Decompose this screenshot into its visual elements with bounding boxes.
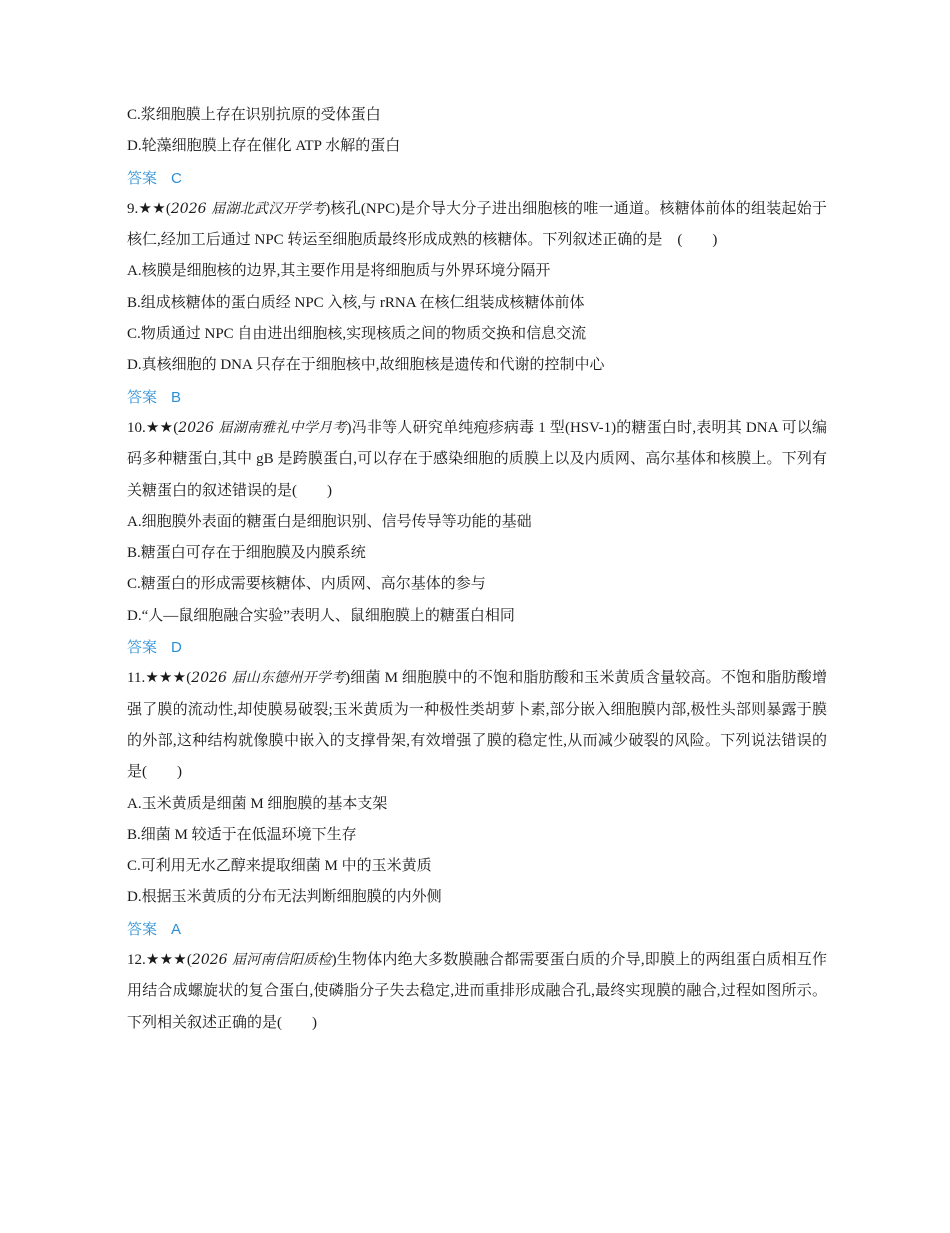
q10-option-c: C.糖蛋白的形成需要核糖体、内质网、高尔基体的参与	[127, 576, 486, 593]
q11-option-c: C.可利用无水乙醇来提取细菌 M 中的玉米黄质	[127, 858, 432, 875]
answer-value: B	[171, 388, 182, 406]
q10-text: )冯非等人研究单纯疱疹病毒 1 型(HSV-1)的糖蛋白时,表明其 DNA 可以编码多种糖蛋白,其中 gB 是跨膜蛋白,可以存在于感染细胞的质膜上以及内质网、高尔基体和核膜上。下列有关糖蛋白的叙述错误的是( )	[127, 419, 827, 499]
q9-option-d: D.真核细胞的 DNA 只存在于细胞核中,故细胞核是遗传和代谢的控制中心	[127, 357, 605, 374]
q10-option-a: A.细胞膜外表面的糖蛋白是细胞识别、信号传导等功能的基础	[127, 513, 532, 530]
answer-label: 答案	[127, 920, 158, 938]
q11-option-a: A.玉米黄质是细菌 M 细胞膜的基本支架	[127, 795, 388, 812]
q11-stem	[127, 663, 827, 788]
q9-stem	[127, 194, 827, 257]
q11-source: 2026 届山东德州开学考	[191, 670, 346, 687]
q9-source: 2026 届湖北武汉开学考	[170, 200, 326, 217]
q9-answer	[127, 382, 827, 413]
q12-source: 2026 届河南信阳质检	[191, 952, 332, 969]
q9-text: )核孔(NPC)是介导大分子进出细胞核的唯一通道。核糖体前体的组装起始于核仁,经加工后通过 NPC 转运至细胞质最终形成成熟的核糖体。下列叙述正确的是 ( )	[127, 200, 827, 249]
q9-option-b: B.组成核糖体的蛋白质经 NPC 入核,与 rRNA 在核仁组装成核糖体前体	[127, 294, 585, 311]
q10-source: 2026 届湖南雅礼中学月考	[178, 419, 347, 436]
q11-option-d: D.根据玉米黄质的分布无法判断细胞膜的内外侧	[127, 889, 442, 906]
q11-text: )细菌 M 细胞膜中的不饱和脂肪酸和玉米黄质含量较高。不饱和脂肪酸增强了膜的流动性,却使膜易破裂;玉米黄质为一种极性类胡萝卜素,部分嵌入细胞膜内部,极性头部则暴露于膜的外部,这种结构就像膜中嵌入的支撑骨架,有效增强了膜的稳定性,从而减少破裂的风险。下列说法错误的是( )	[127, 670, 827, 781]
q10-stem	[127, 413, 827, 507]
answer-value: C	[171, 169, 182, 187]
q12-stem	[127, 945, 827, 1039]
q11-option-b: B.细菌 M 较适于在低温环境下生存	[127, 826, 357, 843]
q12-text: )生物体内绝大多数膜融合都需要蛋白质的介导,即膜上的两组蛋白质相互作用结合成螺旋状的复合蛋白,使磷脂分子失去稳定,进而重排形成融合孔,最终实现膜的融合,过程如图所示。下列相关叙述正确的是( )	[127, 952, 828, 1031]
answer-label: 答案	[127, 169, 158, 187]
q8-option-c: C.浆细胞膜上存在识别抗原的受体蛋白	[127, 107, 381, 123]
q9-option-c: C.物质通过 NPC 自由进出细胞核,实现核质之间的物质交换和信息交流	[127, 326, 587, 343]
q9-option-a: A.核膜是细胞核的边界,其主要作用是将细胞质与外界环境分隔开	[127, 263, 551, 280]
q9-number: 9.★★(	[127, 200, 171, 217]
q11-number: 11.★★★(	[127, 670, 192, 687]
q12-number: 12.★★★(	[127, 952, 192, 969]
answer-value: D	[171, 639, 182, 657]
answer-value: A	[171, 920, 182, 938]
answer-label: 答案	[127, 388, 158, 406]
q10-option-b: B.糖蛋白可存在于细胞膜及内膜系统	[127, 545, 366, 562]
q8-answer	[127, 163, 827, 194]
q8-option-d: D.轮藻细胞膜上存在催化 ATP 水解的蛋白	[127, 138, 401, 155]
worksheet-page	[127, 100, 827, 1039]
q10-option-d: D.“人—鼠细胞融合实验”表明人、鼠细胞膜上的糖蛋白相同	[127, 607, 515, 624]
q11-answer	[127, 914, 827, 945]
q10-number: 10.★★(	[127, 419, 179, 436]
q10-answer	[127, 632, 827, 663]
answer-label: 答案	[127, 639, 158, 657]
